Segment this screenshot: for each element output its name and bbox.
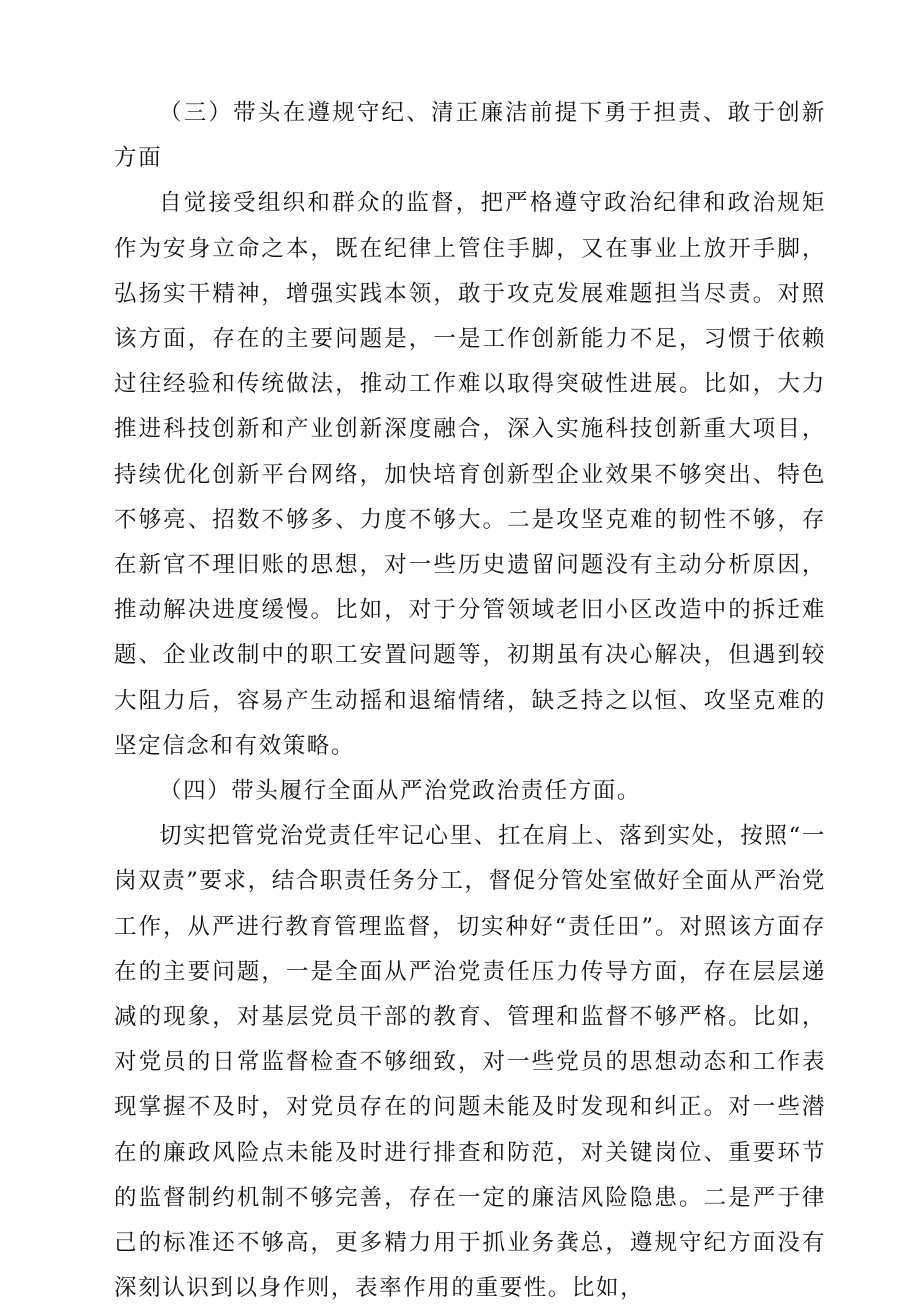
section-paragraph-3: 自觉接受组织和群众的监督，把严格遵守政治纪律和政治规矩作为安身立命之本，既在纪律上管住手脚，又在事业上放开手脚，弘扬实干精神，增强实践本领，敢于攻克发展难题担当尽责。对照该方面，存在的主要问题是，一是工作创新能力不足，习惯于依赖过往经验和传统做法，推动工作难以取得突破性进展。比如，大力推进科技创新和产业创新深度融合，深入实施科技创新重大项目，持续优化创新平台网络，加快培育创新型企业效果不够突出、特色不够亮、招数不够多、力度不够大。二是攻坚克难的韧性不够，存在新官不理旧账的思想，对一些历史遗留问题没有主动分析原因，推动解决进度缓慢。比如，对于分管领域老旧小区改造中的拆迁难题、企业改制中的职工安置问题等，初期虽有决心解决，但遇到较大阻力后，容易产生动摇和退缩情绪，缺乏持之以恒、攻坚克难的坚定信念和有效策略。: [114, 190, 826, 759]
document-body: [114, 91, 826, 1311]
section-heading-4: （四）带头履行全面从严治党政治责任方面。: [159, 778, 642, 805]
section-paragraph-4: 切实把管党治党责任牢记心里、扛在肩上、落到实处，按照“一岗双责”要求，结合职责任务分工，督促分管处室做好全面从严治党工作，从严进行教育管理监督，切实种好“责任田”。对照该方面存在的主要问题，一是全面从严治党责任压力传导方面，存在层层递减的现象，对基层党员干部的教育、管理和监督不够严格。比如，对党员的日常监督检查不够细致，对一些党员的思想动态和工作表现掌握不及时，对党员存在的问题未能及时发现和纠正。对一些潜在的廉政风险点未能及时进行排查和防范，对关键岗位、重要环节的监督制约机制不够完善，存在一定的廉洁风险隐患。二是严于律己的标准还不够高，更多精力用于抓业务龚总，遵规守纪方面没有深刻认识到以身作则，表率作用的重要性。比如，: [114, 823, 827, 1302]
section-heading-3: （三）带头在遵规守纪、清正廉洁前提下勇于担责、敢于创新方面: [114, 100, 826, 172]
